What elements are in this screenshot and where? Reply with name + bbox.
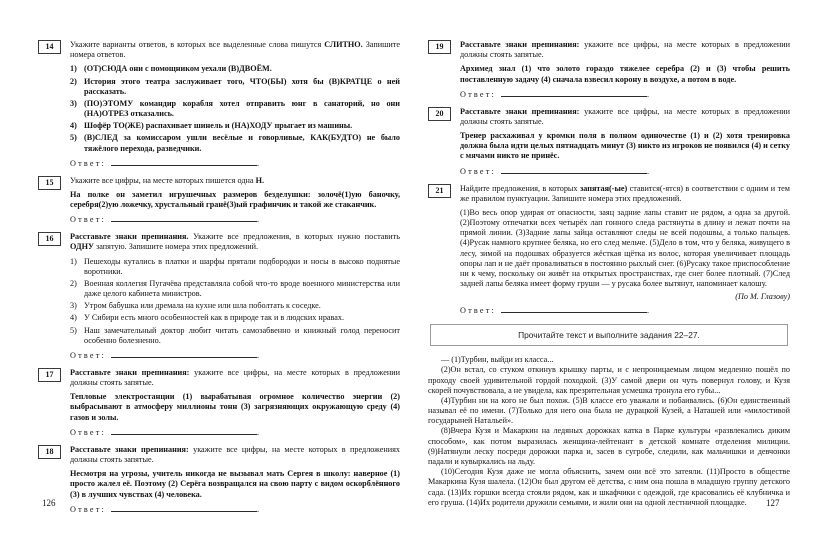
task-number-column: [38, 176, 61, 190]
text-segment: Укажите все цифры, на месте которых пишется одна: [70, 175, 256, 185]
page-left: [38, 40, 400, 522]
text-segment: Запишите номера ответов.: [70, 40, 400, 60]
option-number: 5): [70, 325, 77, 335]
task-instruction: [70, 232, 400, 252]
task-number-box: 19: [428, 40, 451, 54]
task-body: [460, 107, 790, 176]
text-segment: Расставьте знаки препинания:: [70, 367, 190, 377]
answer-punct: .: [257, 427, 260, 437]
answer-line: [70, 504, 400, 514]
option-text: У Сибири есть много особенностей как в природе так и в людских нравах.: [84, 313, 345, 323]
text-segment: Несмотря на угрозы, учитель никогда не вызывал мать Сергея в школу: наверное (1) просто жалел её. Поэтому (2) Серёга возвращался на свою парту с видом оскорблённого (3) в лучших чувствах (4) человека.: [70, 469, 400, 499]
task-sentence: [460, 64, 790, 84]
text-segment: Архимед знал (1) что золото гораздо тяжелее серебра (2) и (3) чтобы решить поставленную задачу (4) сначала взвесил корону в воздухе, а потом в воде.: [460, 64, 790, 84]
text-segment: ставится(-ятся) в соответствии с одним и тем же правилом пунктуации. Запишите номера этих предложений.: [460, 183, 790, 203]
page-right: [428, 40, 790, 508]
answer-blank: [111, 504, 260, 514]
option-text: Пешеходы кутались в платки и шарфы прятали подбородки и носы в высоко поднятые воротники.: [84, 256, 400, 276]
answer-line: [460, 305, 790, 315]
answer-label: Ответ:: [460, 166, 496, 176]
option-number: 1): [70, 64, 77, 74]
answer-blank: [111, 158, 260, 168]
answer-label: Ответ:: [70, 158, 106, 168]
option-text: Военная коллегия Пугачёва представляла собой что-то вроде военного министерства или даже целого кабинета министров.: [84, 278, 400, 299]
task-instruction: [70, 368, 400, 388]
answer-line: [70, 427, 400, 437]
task-instruction: [460, 40, 790, 60]
answer-label: Ответ:: [70, 427, 106, 437]
option-item: [70, 313, 400, 323]
text-segment: запятую. Запишите номера этих предложений.: [93, 242, 259, 252]
answer-label: Ответ:: [460, 89, 496, 99]
text-segment: укажите все цифры, на месте которых в предложении должны стоять запятые.: [70, 367, 401, 388]
answer-line: [70, 350, 400, 360]
text-segment: укажите все цифры, на месте которых в предложении должны стоять запятые.: [460, 106, 791, 126]
text-segment: ОДНУ: [70, 242, 94, 252]
option-item: [70, 121, 400, 131]
answer-punct: .: [257, 504, 260, 514]
task-number-column: [38, 40, 61, 54]
text-segment: Расставьте знаки препинания:: [460, 106, 580, 116]
answer-blank: [111, 350, 260, 360]
option-number: 3): [70, 98, 77, 108]
option-number: 4): [70, 313, 77, 323]
task-sentence: [70, 469, 400, 500]
answer-line: [70, 214, 400, 224]
option-number: 4): [70, 121, 77, 131]
task-instruction: [70, 176, 400, 186]
task-17: [38, 368, 400, 437]
task-number-box: 17: [38, 368, 61, 382]
task-15: [38, 176, 400, 225]
text-segment: (1)Во весь опор удирая от опасности, заяц задние лапы ставит не рядом, а одна за другой. (2)Поэтому отпечатки всех четырёх лап гонного следа растянуты в длину и лежат почти на прямой линии. (3)Задние лапы зайца оставляют следы не всей подошвы, а только пальцев. (4)Русак намного крупнее беляка, но его след мельче. (5)Дело в том, что у беляка, живущего в лесу, зимой на подошвах образуется жёсткая щётка из волос, которая увеличивает площадь опоры лап и не даёт проваливаться в постоянно рыхлый снег. (6)Русаку такое приспособление ни к чему, поскольку он живёт на открытых пространствах, где снег более плотный. (7)След задней лапы беляка имеет форму груши — у русака более вытянут, напоминает калошу.: [460, 207, 790, 289]
text-segment: Н.: [255, 175, 265, 185]
task-21: [428, 184, 790, 316]
task-body: [70, 176, 400, 225]
task-number-box: 18: [38, 445, 61, 459]
option-item: [70, 257, 400, 277]
task-body: [460, 184, 790, 316]
passage-paragraph: (2)Он встал, со стуком откинув крышку парты, и с непроницаемым лицом медленно пошёл по проходу своей удивительной гордой походкой. (3)У самой двери он чуть повернул голову, и Кузя скорей почувствовала, а не увидела, как презрительная усмешка тронула его губы...: [428, 365, 790, 395]
task-instruction: [460, 107, 790, 127]
task-number-column: [428, 107, 451, 121]
task-16: [38, 232, 400, 360]
option-text: (ОТ)СЮДА они с помощником уехали (В)ДВОЁМ.: [84, 64, 272, 74]
text-segment: СЛИТНО.: [324, 40, 363, 49]
answer-punct: .: [647, 89, 650, 99]
answer-line: [460, 166, 790, 176]
option-item: [70, 326, 400, 346]
task-body: [70, 40, 400, 168]
task-body: [70, 368, 400, 437]
task-number-box: 16: [38, 232, 61, 246]
answer-label: Ответ:: [70, 215, 106, 225]
answer-label: Ответ:: [460, 306, 496, 316]
task-14: [38, 40, 400, 168]
page-number-left: 126: [42, 498, 56, 508]
option-item: [70, 279, 400, 299]
page-number-right: 127: [766, 498, 780, 508]
task-number-column: [38, 445, 61, 459]
passage-paragraph: — (1)Турбин, выйди из класса...: [441, 355, 554, 365]
task-body: [460, 40, 790, 99]
option-item: [70, 99, 400, 119]
answer-label: Ответ:: [70, 504, 106, 514]
option-item: [70, 77, 400, 97]
task-instruction: [70, 40, 400, 60]
option-number: 2): [70, 278, 77, 288]
text-segment: Тренер расхаживал у кромки поля в полном одиночестве (1) и (2) хотя тренировка должна была идти целых пятнадцать минут (3) никто из игроков не появился (4) и сетку с мячами никто не принёс.: [460, 131, 790, 161]
task-sentence: [460, 208, 790, 289]
task-sentence: [70, 392, 400, 423]
text-segment: Укажите все предложения, в которых нужно поставить: [188, 232, 400, 242]
task-instruction: [70, 445, 400, 465]
option-item: [70, 64, 400, 74]
page-left-content: [38, 40, 400, 514]
task-18: [38, 445, 400, 514]
answer-punct: .: [257, 215, 260, 225]
answer-line: [460, 89, 790, 99]
task-number-column: [428, 40, 451, 54]
task-body: [70, 445, 400, 514]
passage-paragraph: (10)Сегодня Кузя даже не могла объяснить, зачем они всё это затеяли. (11)Просто в обществе Макаркина Кузя шалела. (12)Он был другом её детства, с ним она пошла в младшую группу детского сада. (13)Их горшки всегда стояли рядом, как и шкафчики с одеждой, где красовались её клубничка и его груша. (14)Их родители дружили семьями, и жили они на одной лестничной площадке.: [428, 467, 790, 507]
text-segment: Расставьте знаки препинания:: [460, 40, 580, 49]
text-segment: Расставьте знаки препинания:: [70, 444, 189, 454]
text-segment: укажите все цифры, на месте которых в предложении должны стоять запятые.: [460, 40, 791, 60]
answer-blank: [501, 89, 650, 99]
task-number-box: 15: [38, 176, 61, 190]
option-text: (ПО)ЭТОМУ командир корабля хотел отправить юнг в санаторий, но они (НА)ОТРЕЗ отказались.: [84, 98, 400, 119]
text-segment: укажите все цифры, на месте которых в предложениях должны стоять запятые.: [70, 444, 400, 464]
text-segment: запятая(-ые): [579, 183, 628, 193]
option-text: История этого театра заслуживает того, ЧТО(БЫ) хотя бы (В)КРАТЦЕ о ней рассказать.: [84, 76, 400, 96]
text-segment: На полке он заметил игрушечных размеров безделушки: золочё(1)ую баночку, серебря(2)ую ложечку, хрустальный гранё(3)ый графинчик и такой же стаканчик.: [70, 189, 400, 210]
read-text-notice: [430, 324, 788, 346]
answer-punct: .: [257, 350, 260, 360]
option-number: 2): [70, 76, 77, 86]
notice-text: Прочитайте текст и выполните задания 22–27.: [518, 330, 700, 341]
task-number-column: [38, 368, 61, 382]
passage-paragraph: (4)Турбин ни на кого не был похож. (5)В классе его уважали и побаивались. (6)Он единственный называл её по имени. (7)Только для него она была не дурацкой Кузей, а Наташей или «милостивой государыней Натальей».: [428, 395, 790, 426]
answer-blank: [501, 166, 650, 176]
option-text: Наш замечательный доктор любит читать самозабвенно и книжный голод переносит особенно болезненно.: [84, 325, 400, 345]
option-text: Утром бабушка или дремала на кухне или шла поболтать к соседке.: [84, 301, 321, 311]
answer-blank: [501, 305, 650, 316]
task-number-box: 14: [38, 40, 61, 54]
answer-punct: .: [257, 158, 260, 168]
task-20: [428, 107, 790, 176]
text-segment: Тепловые электростанции (1) вырабатывая огромное количество энергии (2) выбрасывают в атмосферу миллионы тонн (3) загрязняющих окружающую среду (4) газов и золы.: [70, 392, 400, 422]
text-segment: Найдите предложения, в которых: [460, 183, 580, 193]
text-segment: Укажите варианты ответов, в которых все выделенные слова пишутся: [70, 40, 325, 49]
passage-paragraph: (8)Вчера Кузя и Макаркин на ледяных дорожках катка в Парке культуры «развлекались диким способом», как потом выразилась женщина-лейтенант в детской комнате отделения милиции. (9)Натянули леску посреди дорожки парка и, засев в сугробе, следили, как мальчишки и девчонки падали и кувыркались на льду.: [428, 426, 790, 466]
option-text: (В)СЛЕД за комиссаром ушли весёлые и говорливые, КАК(БУДТО) не было тяжёлого перехода, разведчики.: [84, 133, 400, 153]
task-sentence: [460, 131, 790, 162]
task-number-column: [428, 184, 451, 198]
option-text: Шофёр ТО(ЖЕ) распахивает шинель и (НА)ХОДУ прыгает из машины.: [84, 121, 353, 131]
answer-punct: .: [647, 306, 650, 316]
option-item: [70, 301, 400, 311]
answer-blank: [111, 214, 260, 225]
task-number-box: 20: [428, 107, 451, 121]
answer-punct: .: [647, 166, 650, 176]
task-19: [428, 40, 790, 99]
answer-blank: [111, 427, 260, 437]
task-number-column: [38, 232, 61, 246]
text-segment: Расставьте знаки препинания.: [70, 232, 189, 242]
task-sentence: [70, 190, 400, 210]
task-instruction: [460, 184, 790, 204]
reading-passage: [428, 355, 790, 508]
option-number: 1): [70, 256, 77, 266]
answer-label: Ответ:: [70, 350, 106, 360]
task-body: [70, 232, 400, 360]
option-number: 3): [70, 301, 77, 311]
answer-line: [70, 158, 400, 168]
task-number-box: 21: [428, 184, 451, 198]
option-number: 5): [70, 133, 77, 143]
attribution: (По М. Глазову): [735, 292, 790, 302]
page-right-content: [428, 40, 790, 508]
option-item: [70, 133, 400, 153]
